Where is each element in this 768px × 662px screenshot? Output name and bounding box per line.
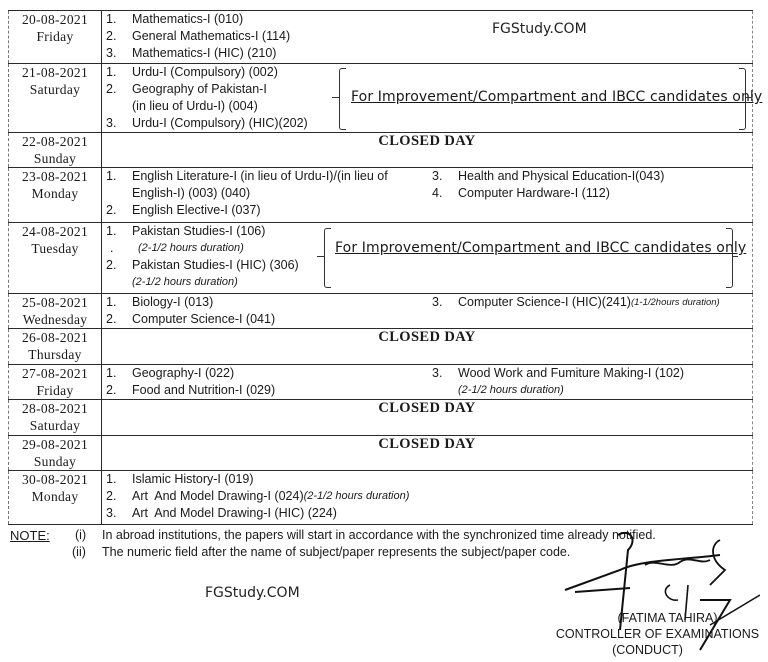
item-number: 3.: [432, 366, 443, 380]
exam-date: 21-08-2021: [22, 65, 88, 80]
item-number: 1.: [106, 295, 117, 309]
closed-day-label: CLOSED DAY: [102, 400, 753, 436]
schedule-row: [9, 64, 753, 133]
item-number: 3.: [106, 116, 117, 130]
date-cell: [9, 329, 102, 365]
paper-name: Art And Model Drawing-I (024): [132, 489, 304, 503]
item-number: 1.: [106, 65, 117, 79]
item-number: 3.: [432, 295, 443, 309]
item-number: .: [110, 241, 114, 255]
paper-item: [432, 382, 684, 399]
closed-day-label: CLOSED DAY: [102, 436, 753, 471]
paper-name: Pakistan Studies-I (HIC) (306): [132, 258, 299, 272]
date-cell: [9, 365, 102, 400]
exam-date: 27-08-2021: [22, 366, 88, 381]
item-number: 1.: [106, 224, 117, 238]
paper-item: [106, 471, 752, 488]
schedule-row: [9, 133, 753, 168]
exam-date: 25-08-2021: [22, 295, 88, 310]
paper-item: [106, 64, 752, 81]
duration-note: (1-1/2hours duration): [630, 297, 720, 308]
exam-schedule-table: [8, 10, 763, 525]
exam-day: Monday: [31, 186, 79, 201]
item-number: 2.: [106, 82, 117, 96]
papers-cell: [102, 223, 753, 294]
paper-name: Computer Science-I (HIC)(241): [458, 295, 631, 309]
paper-item: [432, 168, 664, 185]
watermark-text: FGStudy.COM: [205, 585, 300, 601]
papers-cell: [102, 365, 753, 400]
item-number: 2.: [106, 312, 117, 326]
note-text: In abroad institutions, the papers will start in accordance with the synchronized time already notified.: [102, 528, 656, 542]
paper-name: Pakistan Studies-I (106): [132, 224, 266, 238]
paper-name: Computer Hardware-I (112): [458, 186, 610, 200]
item-number: [106, 185, 132, 202]
schedule-row: [9, 294, 753, 329]
exam-date: 29-08-2021: [22, 437, 88, 452]
paper-name: Islamic History-I (019): [132, 472, 254, 486]
papers-cell: [102, 294, 753, 329]
date-cell: [9, 400, 102, 436]
paper-name: Computer Science-I (041): [132, 312, 276, 326]
item-number: 3.: [106, 46, 117, 60]
date-cell: [9, 436, 102, 471]
watermark-text: FGStudy.COM: [492, 21, 587, 37]
exam-day: Saturday: [29, 418, 81, 433]
brace-tick: [317, 256, 325, 257]
item-number: [106, 274, 132, 291]
exam-date: 30-08-2021: [22, 472, 88, 487]
left-brace-icon: [339, 68, 346, 130]
date-cell: [9, 133, 102, 168]
date-cell: [9, 223, 102, 294]
exam-date: 23-08-2021: [22, 169, 88, 184]
paper-item: [106, 505, 752, 522]
item-number: 1.: [106, 12, 117, 26]
date-cell: [9, 11, 102, 64]
paper-name: Geography-I (022): [132, 366, 235, 380]
paper-name: English Elective-I (037): [132, 203, 261, 217]
exam-day: Monday: [31, 489, 79, 504]
signatory-department: (CONDUCT): [612, 643, 683, 657]
schedule-row: [9, 223, 753, 294]
paper-name: English-I) (003) (040): [132, 186, 251, 200]
exam-date: 28-08-2021: [22, 401, 88, 416]
duration-note: (2-1/2 hours duration): [132, 276, 238, 288]
schedule-row: [9, 168, 753, 223]
papers-cell: [102, 11, 753, 64]
item-number: 2.: [106, 203, 117, 217]
item-number: 4.: [432, 186, 443, 200]
date-cell: [9, 168, 102, 223]
schedule-row: [9, 400, 753, 436]
paper-item: [106, 488, 752, 505]
paper-name: Urdu-I (Compulsory) (HIC)(202): [132, 116, 308, 130]
item-number: 3.: [432, 169, 443, 183]
paper-name: English Literature-I (in lieu of Urdu-I)/(in lieu of: [132, 169, 388, 183]
improvement-note: For Improvement/Compartment and IBCC candidates only: [351, 89, 763, 105]
duration-note: (2-1/2 hours duration): [458, 384, 564, 396]
exam-day: Tuesday: [31, 241, 79, 256]
exam-date: 20-08-2021: [22, 12, 88, 27]
exam-day: Thursday: [28, 347, 82, 362]
exam-day: Saturday: [29, 82, 81, 97]
paper-name: Art And Model Drawing-I (HIC) (224): [132, 506, 337, 520]
closed-day-label: CLOSED DAY: [102, 329, 753, 365]
paper-name: Food and Nutrition-I (029): [132, 383, 276, 397]
exam-date: 24-08-2021: [22, 224, 88, 239]
papers-cell: [102, 64, 763, 133]
note-number: (i): [75, 528, 87, 542]
item-number: 1.: [106, 366, 117, 380]
date-cell: [9, 294, 102, 329]
paper-name: Biology-I (013): [132, 295, 214, 309]
paper-name: Mathematics-I (010): [132, 12, 244, 26]
improvement-note: For Improvement/Compartment and IBCC candidates only: [335, 240, 747, 256]
exam-date: 22-08-2021: [22, 134, 88, 149]
paper-item: [106, 202, 752, 219]
exam-day: Friday: [36, 29, 74, 44]
paper-item: [106, 115, 752, 132]
paper-name: (in lieu of Urdu-I) (004): [132, 99, 258, 113]
exam-day: Wednesday: [22, 312, 88, 327]
paper-name: Health and Physical Education-I(043): [458, 169, 665, 183]
exam-day: Friday: [36, 383, 74, 398]
right-brace-icon: [739, 68, 746, 130]
schedule-row: [9, 436, 753, 471]
paper-item: [106, 223, 752, 240]
item-number: 1.: [106, 169, 117, 183]
paper-item: [106, 274, 752, 291]
paper-item: [106, 11, 752, 28]
exam-day: Sunday: [33, 454, 77, 469]
paper-item: [432, 365, 684, 382]
schedule-row: [9, 365, 753, 400]
paper-name: General Mathematics-I (114): [132, 29, 291, 43]
item-number: 2.: [106, 383, 117, 397]
paper-name: Mathematics-I (HIC) (210): [132, 46, 277, 60]
papers-cell: [102, 471, 753, 525]
schedule-row: [9, 471, 753, 525]
note-text: The numeric field after the name of subject/paper represents the subject/paper code.: [102, 545, 571, 559]
paper-item: [432, 294, 720, 311]
note-label: NOTE:: [10, 528, 50, 543]
left-brace-icon: [324, 228, 331, 288]
schedule-row: [9, 329, 753, 365]
date-cell: [9, 64, 102, 133]
signatory-block: [545, 610, 768, 658]
closed-day-label: CLOSED DAY: [102, 133, 753, 168]
item-number: 3.: [106, 506, 117, 520]
exam-date: 26-08-2021: [22, 330, 88, 345]
item-number: [106, 98, 132, 115]
brace-tick: [732, 256, 738, 257]
exam-day: Sunday: [33, 151, 77, 166]
date-cell: [9, 471, 102, 525]
paper-item: [106, 257, 752, 274]
item-number: 2.: [106, 489, 117, 503]
right-brace-icon: [726, 228, 733, 288]
paper-item: [432, 185, 664, 202]
paper-name: Wood Work and Fumiture Making-I (102): [458, 366, 685, 380]
item-number: 2.: [106, 258, 117, 272]
signatory-title: CONTROLLER OF EXAMINATIONS: [555, 627, 760, 641]
brace-tick: [332, 97, 340, 98]
item-number: [432, 382, 458, 399]
signatory-name: (FATIMA TAHIRA): [617, 611, 718, 625]
item-number: 1.: [106, 472, 117, 486]
paper-item: [106, 311, 752, 328]
paper-item: [106, 45, 752, 62]
duration-note: (2-1/2 hours duration): [138, 242, 244, 254]
item-number: 2.: [106, 29, 117, 43]
paper-name: Geography of Pakistan-I: [132, 82, 267, 96]
paper-name: Urdu-I (Compulsory) (002): [132, 65, 278, 79]
schedule-row: [9, 11, 753, 64]
paper-item: [106, 28, 752, 45]
brace-tick: [745, 97, 751, 98]
note-number: (ii): [72, 545, 86, 559]
papers-cell: [102, 168, 753, 223]
duration-note: (2-1/2 hours duration): [303, 490, 410, 502]
